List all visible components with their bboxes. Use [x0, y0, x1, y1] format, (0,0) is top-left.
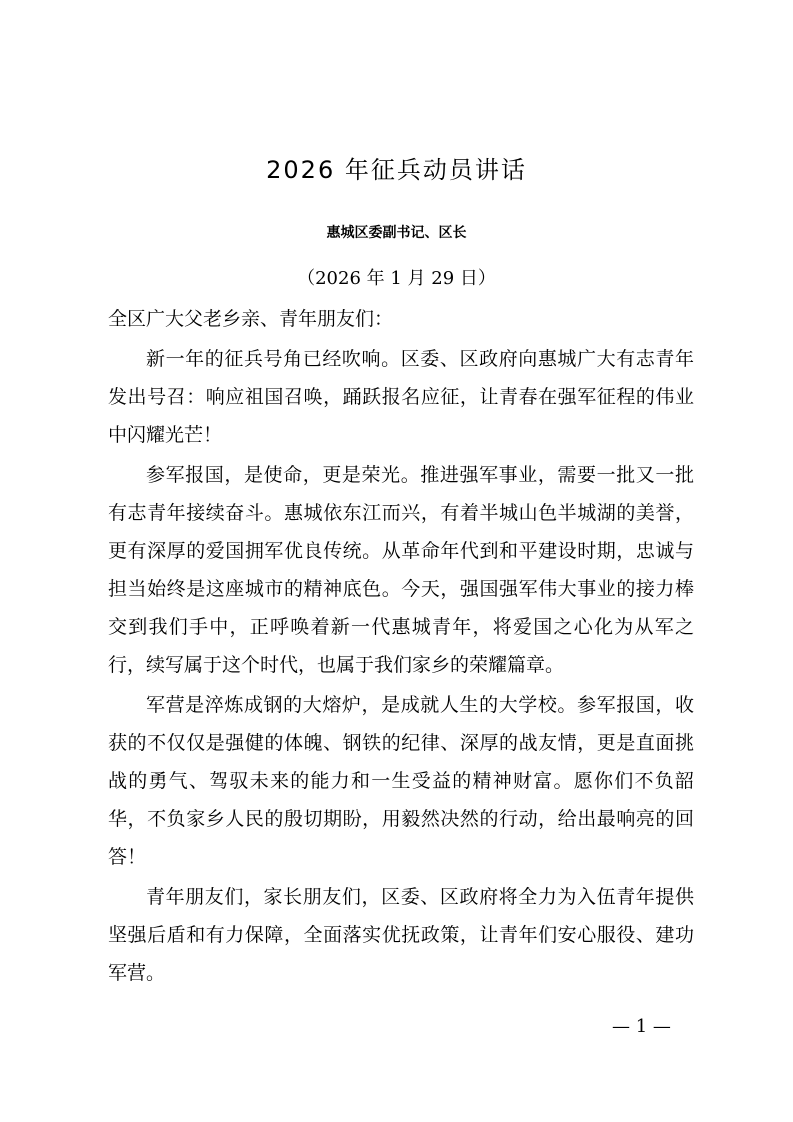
- speaker-line: 惠城区委副书记、区长: [326, 225, 467, 241]
- paragraph-2: 参军报国，是使命，更是荣光。推进强军事业，需要一批又一批有志青年接续奋斗。惠城依东江而兴，有着半城山色半城湖的美誉，更有深厚的爱国拥军优良传统。从革命年代到和平建设时期，忠诚与担当始终是这座城市的精神底色。今天，强国强军伟大事业的接力棒交到我们手中，正呼唤着新一代惠城青年，将爱国之心化为从军之行，续写属于这个时代，也属于我们家乡的荣耀篇章。: [108, 464, 694, 676]
- paragraph-1: 新一年的征兵号角已经吹响。区委、区政府向惠城广大有志青年发出号召：响应祖国召唤，踊跃报名应征，让青春在强军征程的伟业中闪耀光芒！: [108, 348, 694, 446]
- speech-date: （2026 年 1 月 29 日）: [297, 268, 496, 289]
- page-number: — 1 —: [612, 1016, 671, 1037]
- document-title: 2026 年征兵动员讲话: [266, 156, 527, 184]
- salutation: 全区广大父老乡亲、青年朋友们：: [108, 308, 394, 330]
- paragraph-3: 军营是淬炼成钢的大熔炉，是成就人生的大学校。参军报国，收获的不仅仅是强健的体魄、钢铁的纪律、深厚的战友情，更是直面挑战的勇气、驾驭未来的能力和一生受益的精神财富。愿你们不负韶华，不负家乡人民的殷切期盼，用毅然决然的行动，给出最响亮的回答！: [108, 694, 694, 868]
- speech-body: [108, 300, 694, 992]
- paragraph-4: 青年朋友们，家长朋友们，区委、区政府将全力为入伍青年提供坚强后盾和有力保障，全面落实优抚政策，让青年们安心服役、建功军营。: [108, 886, 694, 984]
